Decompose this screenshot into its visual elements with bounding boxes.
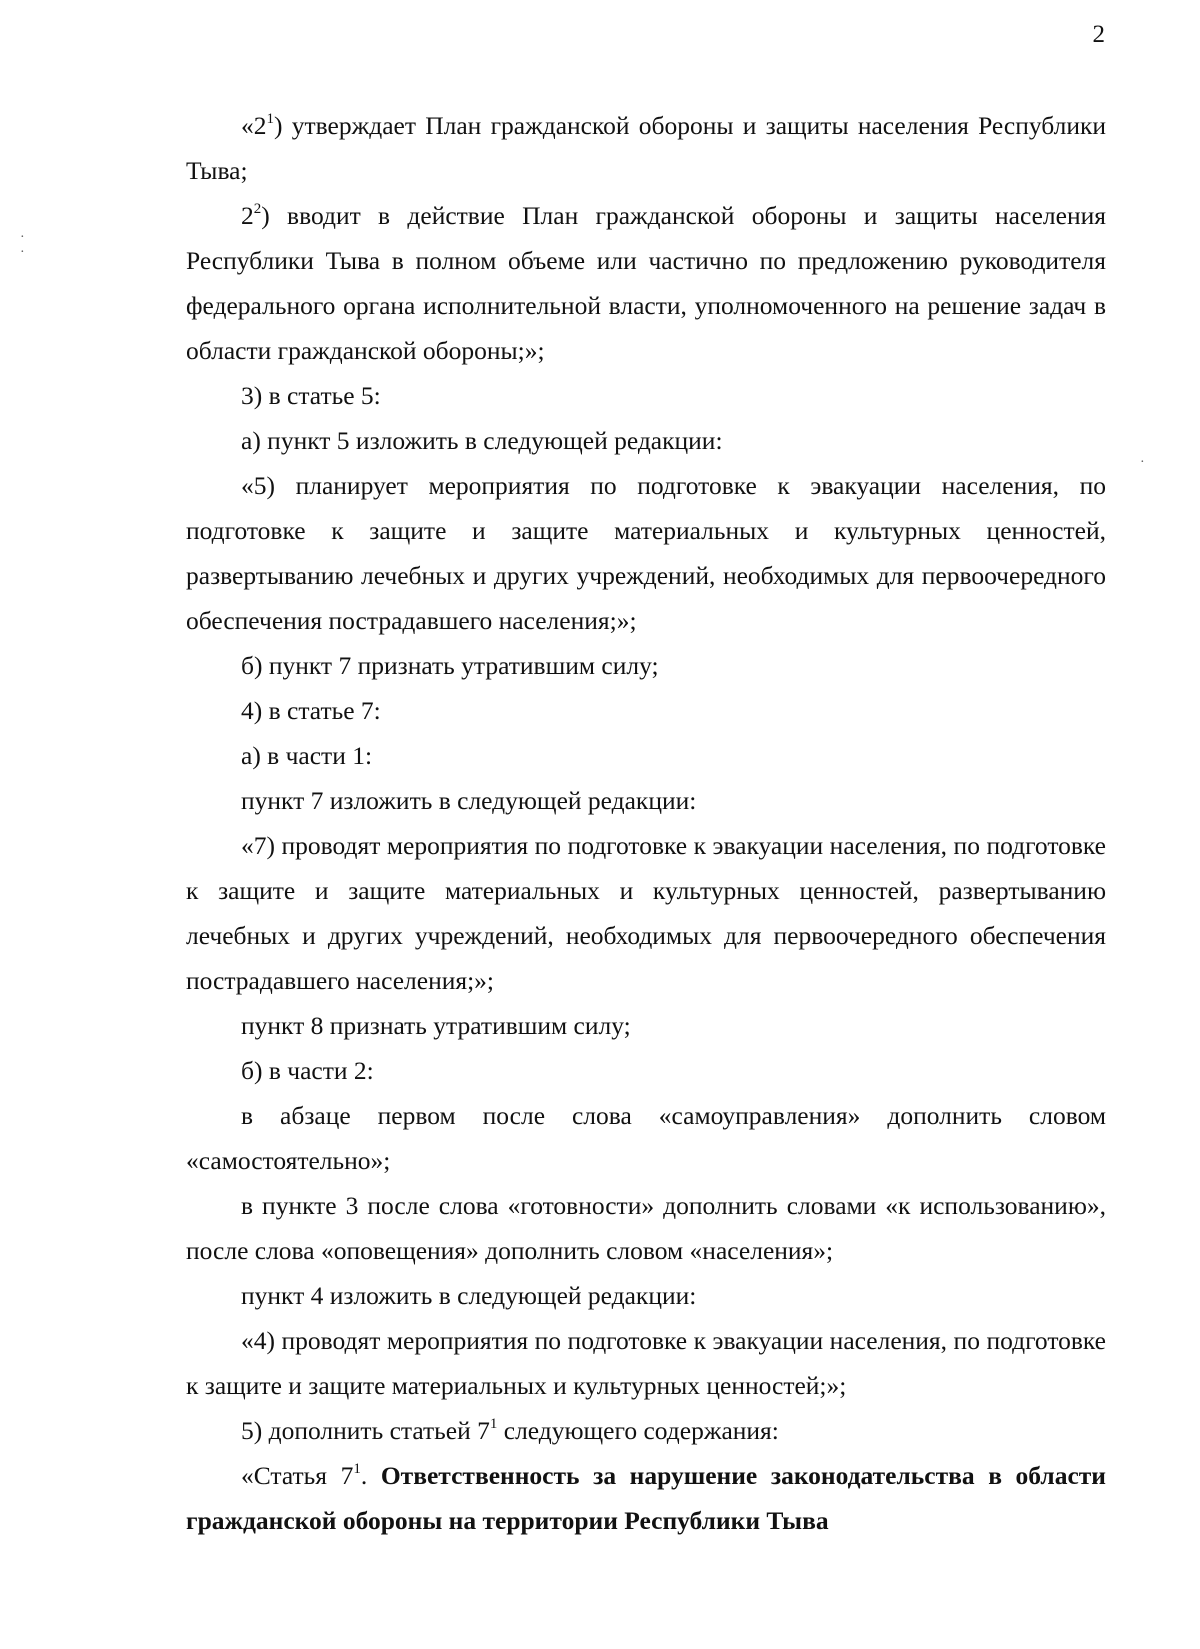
- paragraph-item-3a: а) пункт 5 изложить в следующей редакции:: [241, 426, 723, 455]
- article-7-1-heading: «Статья $7^1$. Ответственность за нарушение законодательства в области гражданской обороны на территории Республики Тыва: [186, 1460, 1106, 1535]
- document-body: [186, 103, 1106, 1543]
- scan-speck: ·: [20, 230, 25, 245]
- paragraph-point-3: в пункте 3 после слова «готовности» дополнить словами «к использованию», после слова «оповещения» дополнить словом «населения»;: [186, 1191, 1106, 1265]
- paragraph-item-4b: б) в части 2:: [241, 1056, 374, 1085]
- paragraph-item-5: 5) дополнить статьей $7^1$ следующего содержания:: [241, 1415, 779, 1445]
- paragraph-2-2: $2^2$) вводит в действие План гражданской обороны и защиты населения Республики Тыва в полном объеме или частично по предложению руководителя федерального органа исполнительной власти, уполномоченного на решение задач в области гражданской обороны;»;: [186, 200, 1106, 365]
- paragraph-quote-4: «4) проводят мероприятия по подготовке к эвакуации населения, по подготовке к защите и защите материальных и культурных ценностей;»;: [186, 1326, 1106, 1400]
- paragraph-item-3b: б) пункт 7 признать утратившим силу;: [241, 651, 659, 680]
- paragraph-quote-5: «5) планирует мероприятия по подготовке к эвакуации населения, по подготовке к защите и защите материальных и культурных ценностей, развертыванию лечебных и других учреждений, необходимых для первоочередного обеспечения пострадавшего населения;»;: [186, 471, 1106, 635]
- paragraph-point-4: пункт 4 изложить в следующей редакции:: [241, 1281, 697, 1310]
- paragraph-2-1: «$2^1$) утверждает План гражданской обороны и защиты населения Республики Тыва;: [186, 110, 1106, 185]
- paragraph-point-7: пункт 7 изложить в следующей редакции:: [241, 786, 697, 815]
- article-7-1-title: Ответственность за нарушение законодательства в области гражданской обороны на территории Республики Тыва: [186, 1461, 1106, 1535]
- page-number: 2: [1092, 21, 1105, 48]
- scan-speck: ·: [1140, 455, 1145, 470]
- paragraph-point-8: пункт 8 признать утратившим силу;: [241, 1011, 631, 1040]
- paragraph-item-4a: а) в части 1:: [241, 741, 373, 770]
- paragraph-first-abzac: в абзаце первом после слова «самоуправления» дополнить словом «самостоятельно»;: [186, 1101, 1106, 1175]
- paragraph-item-3: 3) в статье 5:: [241, 381, 381, 410]
- scan-speck: ·: [20, 245, 25, 260]
- paragraph-item-4: 4) в статье 7:: [241, 696, 381, 725]
- paragraph-quote-7: «7) проводят мероприятия по подготовке к эвакуации населения, по подготовке к защите и защите материальных и культурных ценностей, развертыванию лечебных и других учреждений, необходимых для первоочередного обеспечения пострадавшего населения;»;: [186, 831, 1106, 995]
